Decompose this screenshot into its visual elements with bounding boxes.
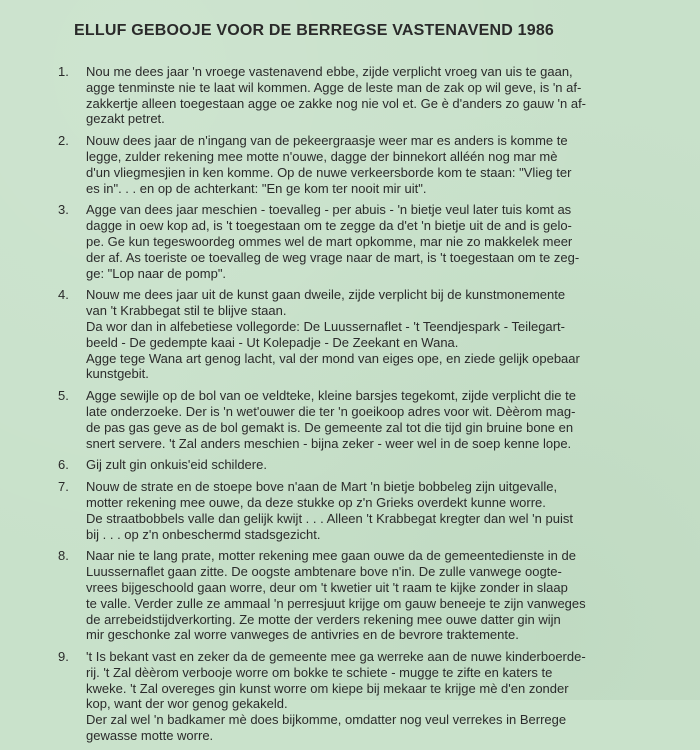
rule-line: de arrebeidstijdverkorting. Ze motte der verders rekening mee ouwe datter gin wijn <box>86 611 561 627</box>
rule-line: legge, zulder rekening mee motte n'ouwe, dagge der binnekort alléén nog mar mè <box>86 148 558 164</box>
rule-number: 7. <box>58 479 69 495</box>
rule-item <box>58 388 658 451</box>
rule-text <box>86 133 658 196</box>
rule-line: Luussernaflet gaan zitte. De oogste ambtenare bove n'in. De zulle vanwege oogte- <box>86 564 562 580</box>
rule-line: late onderzoeke. Der is 'n wet'ouwer die ter 'n goeikoop adres voor wit. Dèèrom mag- <box>86 403 576 419</box>
rule-text <box>86 287 658 382</box>
document-title: ELLUF GEBOOJE VOOR DE BERREGSE VASTENAVEND 1986 <box>74 22 555 39</box>
rule-number: 2. <box>58 133 69 149</box>
rule-line: kop, want der wor genog gekakeld. <box>86 696 288 712</box>
rule-line: snert servere. 't Zal anders meschien - bijna zeker - weer wel in de soep kenne lope. <box>86 435 572 451</box>
rule-line: Nou me dees jaar 'n vroege vastenavend ebbe, zijde verplicht vroeg van uis te gaan, <box>86 64 573 79</box>
rule-text <box>86 548 658 643</box>
rule-line: de pas gas geve as de bol gemakt is. De gemeente zal tot die tijd gin bruine bone en <box>86 419 574 435</box>
rule-text <box>86 649 658 744</box>
rule-number: 6. <box>58 457 69 473</box>
rules-list <box>58 64 658 750</box>
rule-number: 1. <box>58 64 69 79</box>
rule-item <box>58 479 658 542</box>
rule-line: Agge van dees jaar meschien - toevalleg - per abuis - 'n bietje veul later tuis komt as <box>86 202 572 218</box>
rule-item <box>58 287 658 382</box>
rule-line: gezakt petret. <box>86 111 165 127</box>
rule-line: kweke. 't Zal overeges gin kunst worre om kiepe bij mekaar te krijge mè d'en zonder <box>86 680 569 696</box>
rule-line: Gij zult gin onkuis'eid schildere. <box>86 457 267 473</box>
rule-line: gewasse motte worre. <box>86 728 214 744</box>
rule-number: 8. <box>58 548 69 564</box>
rule-text <box>86 479 658 542</box>
rule-number: 3. <box>58 202 69 218</box>
rule-text <box>86 388 658 451</box>
rule-line: bij . . . op z'n onbeschermd stadsgezicht. <box>86 526 321 542</box>
rule-item <box>58 548 658 643</box>
rule-line: Agge tege Wana art genog lacht, val der mond van eiges ope, en ziede gelijk opebaar <box>86 350 580 366</box>
rule-text <box>86 457 658 473</box>
rule-line: vrees bijgeschoold gaan worre, deur om 't kwetier uit 't raam te kijke zonder in slaap <box>86 579 568 595</box>
rule-line: ge: "Lop naar de pomp". <box>86 265 227 281</box>
rule-item <box>58 133 658 196</box>
rule-number: 5. <box>58 388 69 404</box>
rule-line: dagge in oew kop ad, is 't toegestaan om te zegge da d'et 'n bietje uit de and is gelo- <box>86 218 572 234</box>
rule-line: 't Is bekant vast en zeker da de gemeente mee ga werreke aan de nuwe kinderboerde- <box>86 649 586 665</box>
rule-line: Nouw me dees jaar uit de kunst gaan dweile, zijde verplicht bij de kunstmonemente <box>86 287 566 303</box>
rule-line: motter rekening mee ouwe, da deze stukke op z'n Grieks overdekt kunne worre. <box>86 494 546 510</box>
rule-line: Naar nie te lang prate, motter rekening mee gaan ouwe da de gemeentedienste in de <box>86 548 576 564</box>
rule-line: mir geschonke zal worre vanweges de antivries en de bevrore traktemente. <box>86 627 519 643</box>
rule-text <box>86 64 658 127</box>
rule-line: Da wor dan in alfebetiese vollegorde: De Luussernaflet - 't Teendjespark - Teilegart- <box>86 318 565 334</box>
rule-line: zakkertje alleen toegestaan agge oe zakke nog nie vol et. Ge è d'anders zo gauw 'n af- <box>86 95 587 111</box>
rule-line: beeld - De gedempte kaai - Ut Kolepadje - De Zeekant en Wana. <box>86 334 459 350</box>
rule-item <box>58 649 658 744</box>
rule-line: der af. As toeriste oe toevalleg de weg vrage naar de mart, is 't toegestaan om te zeg- <box>86 249 580 265</box>
rule-line: d'un vliegmesjien in ken komme. Op de nuwe verkeersborde kom te staan: "Vlieg ter <box>86 164 572 180</box>
rule-line: De straatbobbels valle dan gelijk kwijt . . . Alleen 't Krabbegat kregter dan wel 'n puist <box>86 510 573 526</box>
rule-line: van 't Krabbegat stil te blijve staan. <box>86 303 287 319</box>
rule-item <box>58 64 658 127</box>
rule-number: 9. <box>58 649 69 665</box>
rule-line: Der zal wel 'n badkamer mè does bijkomme, omdatter nog veul verrekes in Berrege <box>86 712 567 728</box>
rule-item <box>58 457 658 473</box>
rule-line: Agge sewijle op de bol van oe veldteke, kleine barsjes tegekomt, zijde verplicht die te <box>86 388 576 404</box>
rule-line: es in". . . en op de achterkant: "En ge kom ter nooit mir uit". <box>86 180 427 196</box>
rule-line: te valle. Verder zulle ze ammaal 'n perresjuut krijge om gauw beneeje te zijn vanweges <box>86 595 586 611</box>
rule-line: pe. Ge kun tegeswoordeg ommes wel de mart opkomme, mar nie zo makkelek meer <box>86 233 573 249</box>
rule-line: rij. 't Zal dèèrom verbooje worre om bokke te schiete - mugge te zifte en katers te <box>86 664 553 680</box>
rule-text <box>86 202 658 281</box>
rule-line: Nouw dees jaar de n'ingang van de pekeergraasje weer mar es anders is komme te <box>86 133 568 149</box>
rule-line: kunstgebit. <box>86 366 149 382</box>
rule-number: 4. <box>58 287 69 303</box>
rule-line: Nouw de strate en de stoepe bove n'aan de Mart 'n bietje bobbeleg zijn uitgevalle, <box>86 479 558 495</box>
rule-line: agge tenminste nie te laat wil kommen. Agge de leste man de zak op wil geve, is 'n af- <box>86 79 582 95</box>
rule-item <box>58 202 658 281</box>
